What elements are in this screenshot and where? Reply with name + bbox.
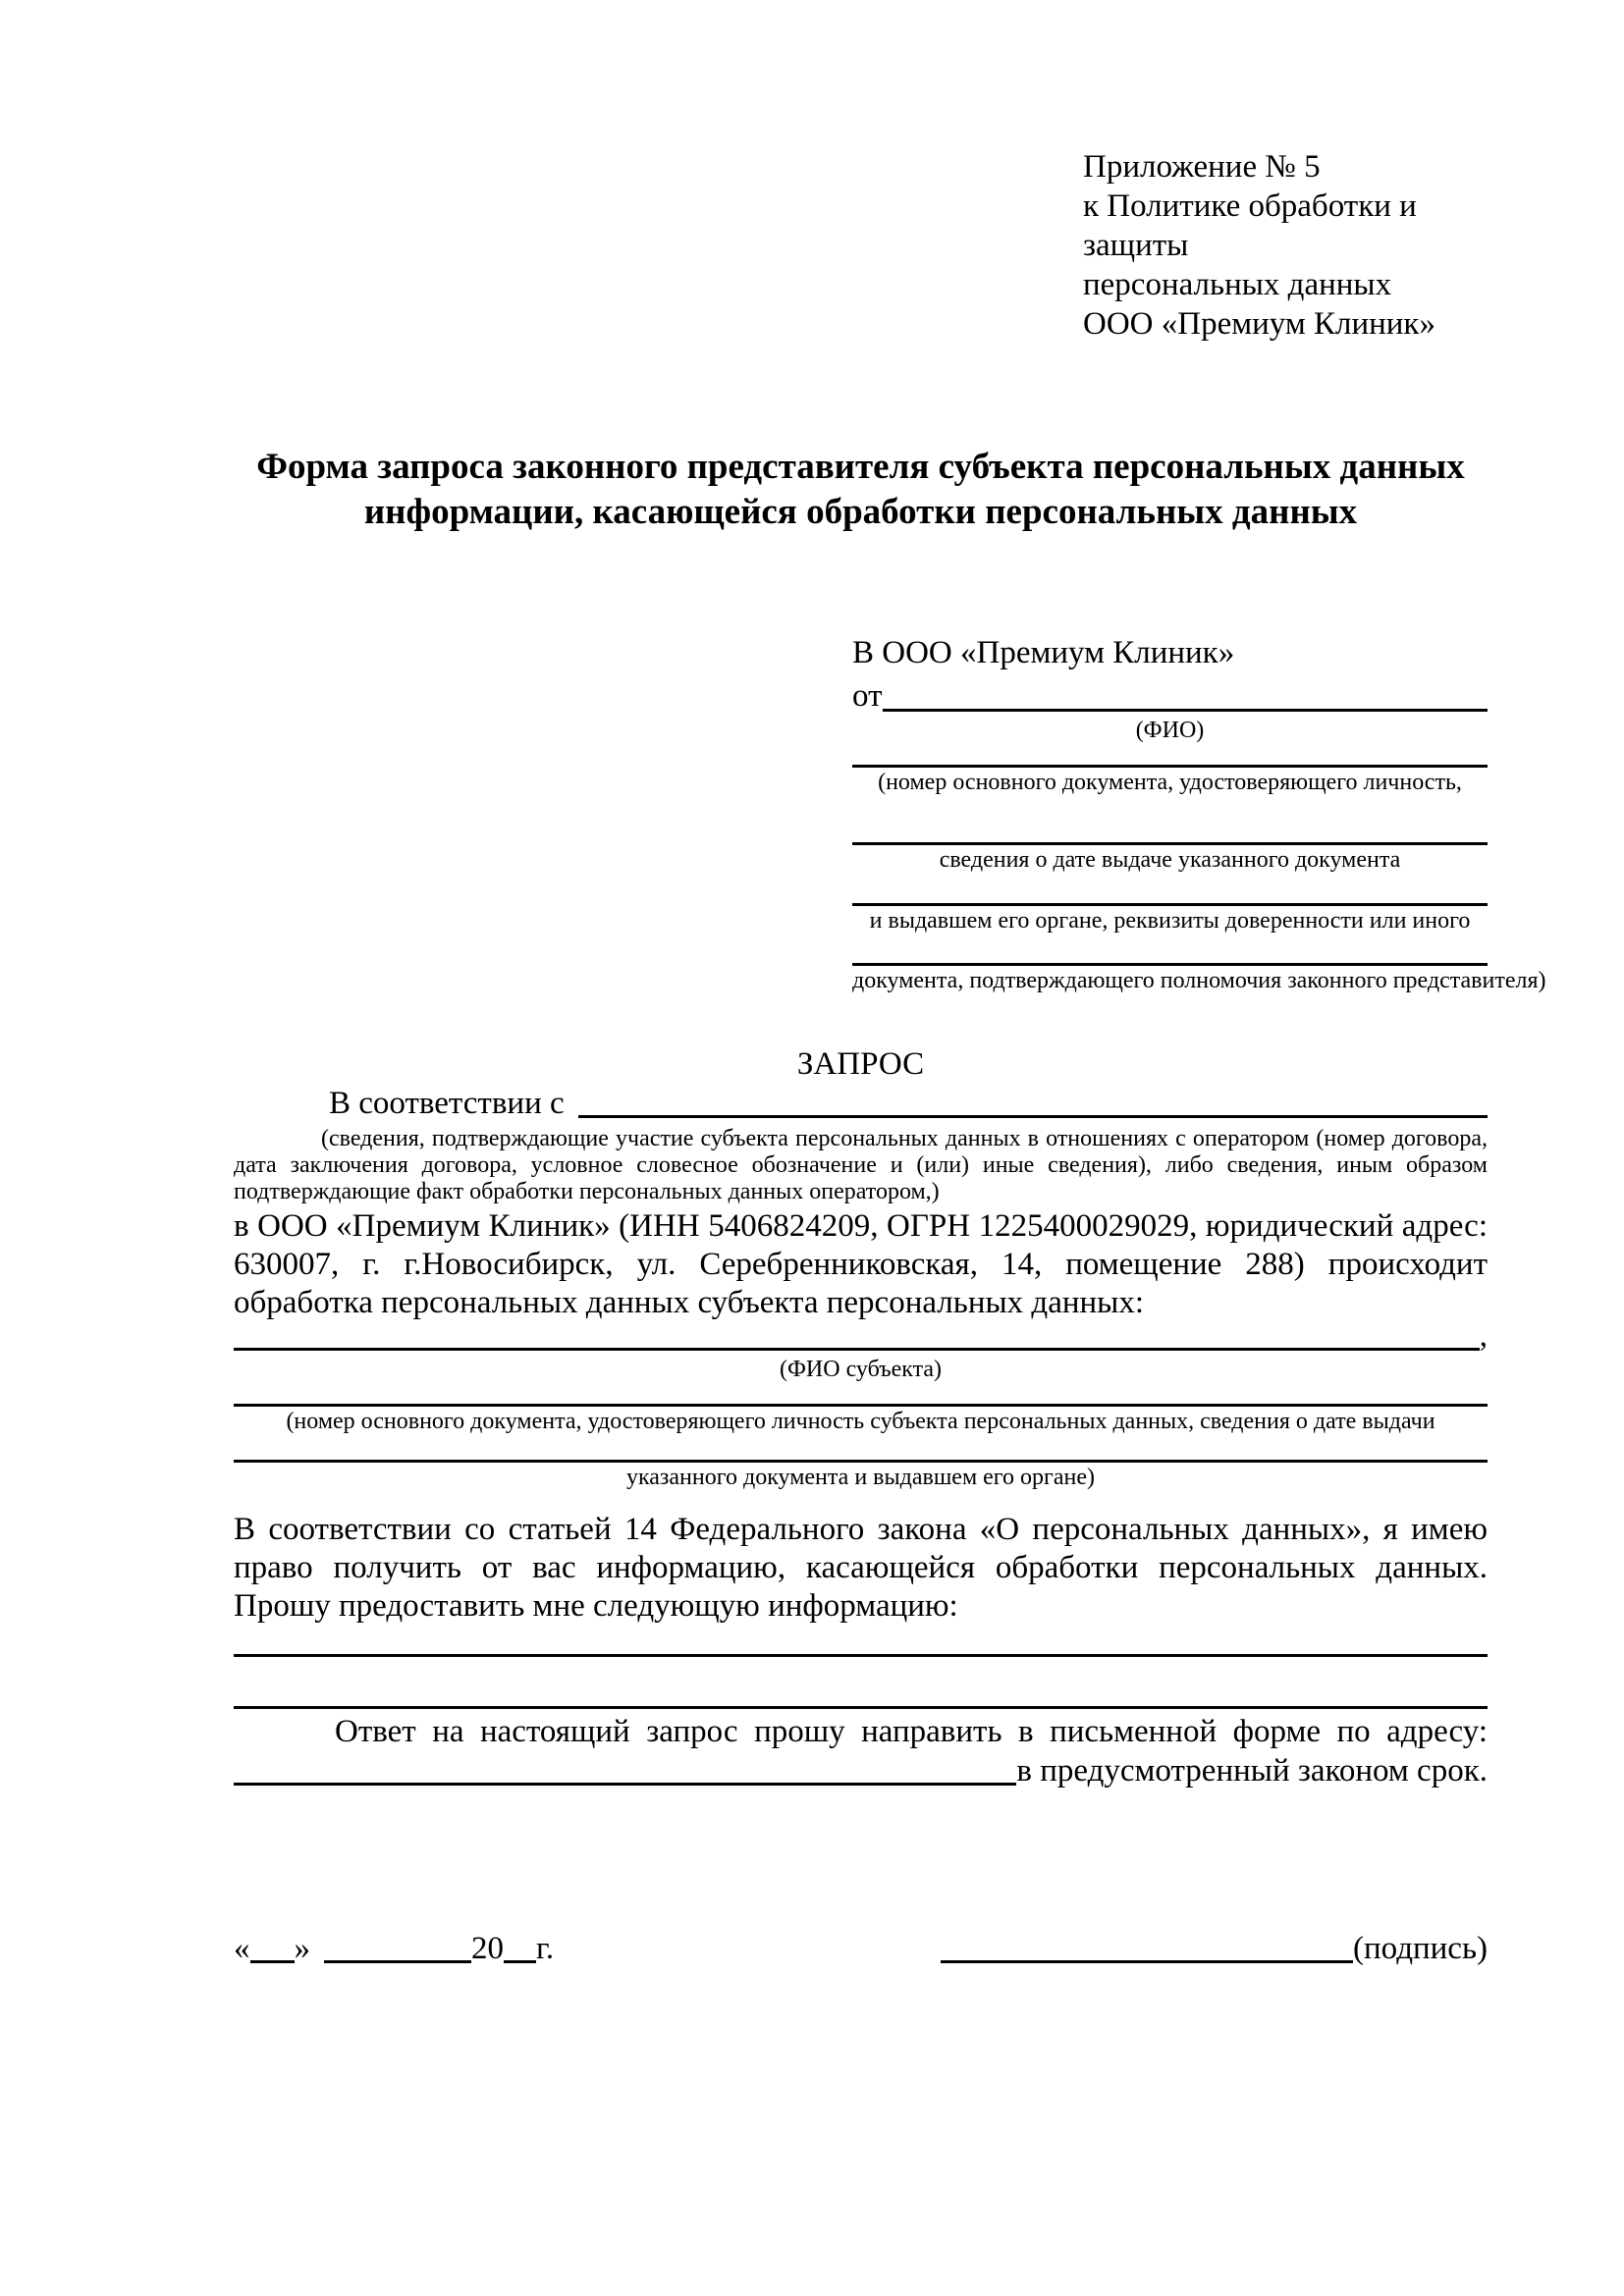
date-year-suffix: г.	[536, 1931, 555, 1966]
doc-field-3	[852, 874, 1488, 934]
operator-paragraph: в ООО «Премиум Клиник» (ИНН 5406824209, ОГРН 1225400029029, юридический адрес: 630007, г. г.Новосибирск, ул. Серебренниковская, 14, помещение 288) происходит обработка персональных данных субъекта персональных данных:	[234, 1208, 1488, 1320]
field-caption: сведения о дате выдаче указанного документа	[939, 847, 1401, 873]
subject-fio-blank-line	[234, 1348, 1480, 1351]
reply-tail: в предусмотренный законом срок.	[1016, 1753, 1488, 1789]
subject-doc-field-1	[234, 1383, 1488, 1435]
law-paragraph: В соответствии со статьей 14 Федерального закона «О персональных данных», я имею право получить от вас информацию, касающейся обработки персональных данных. Прошу предоставить мне следующую информацию:	[234, 1512, 1488, 1624]
signature-blank-line	[941, 1959, 1353, 1963]
accordance-blank-line	[578, 1115, 1488, 1118]
blank-line	[234, 1626, 1488, 1657]
form-title-line: Форма запроса законного представителя субъекта персональных данных	[256, 447, 1465, 487]
annex-line: персональных данных	[1083, 267, 1392, 302]
fio-caption: (ФИО)	[1135, 718, 1205, 743]
annex-line: ООО «Премиум Клиник»	[1083, 306, 1435, 342]
date-signature-row	[234, 1927, 1488, 1971]
blank-line	[852, 744, 1488, 768]
field-caption: (номер основного документа, удостоверяющего личность,	[878, 770, 1462, 795]
blank-line	[852, 874, 1488, 906]
blank-line	[234, 1657, 1488, 1709]
from-field	[852, 677, 1488, 716]
date-month-blank	[324, 1959, 471, 1963]
field-caption: документа, подтверждающего полномочия законного представителя)	[852, 968, 1546, 993]
subject-fio-caption: (ФИО субъекта)	[779, 1357, 943, 1382]
doc-field-4	[852, 934, 1546, 994]
blank-line	[852, 934, 1488, 966]
addressee-block	[852, 633, 1546, 994]
date-day-blank	[250, 1959, 295, 1963]
blank-line	[234, 1383, 1488, 1407]
request-heading: ЗАПРОС	[796, 1046, 925, 1082]
field-caption: указанного документа и выдавшем его органе)	[625, 1465, 1096, 1490]
reply-address-blank-line	[234, 1783, 1016, 1786]
from-blank-line	[883, 709, 1489, 712]
subject-doc-field-2	[234, 1435, 1488, 1491]
field-caption: (номер основного документа, удостоверяющего личность субъекта персональных данных, сведения о дате выдачи	[286, 1409, 1435, 1434]
doc-field-1	[852, 744, 1488, 796]
accordance-field	[234, 1084, 1488, 1122]
date-quote-open: «	[234, 1931, 250, 1966]
date-field	[234, 1927, 554, 1971]
reply-paragraph: Ответ на настоящий запрос прошу направить в письменной форме по адресу:	[335, 1714, 1488, 1749]
blank-line	[234, 1435, 1488, 1463]
document-content	[234, 0, 1546, 1971]
accordance-label: В соответствии с	[329, 1086, 565, 1121]
accordance-caption: (сведения, подтверждающие участие субъекта персональных данных в отношениях с оператором (номер договора, дата заключения договора, условное словесное обозначение и (или) иные сведения), либо сведения, иным образом подтверждающие факт обработки персональных данных оператором,)	[234, 1126, 1488, 1204]
annex-header	[1083, 147, 1488, 344]
addressee-org: В ООО «Премиум Клиник»	[852, 635, 1235, 670]
reply-address-field	[234, 1751, 1488, 1789]
annex-line: к Политике обработки и защиты	[1083, 188, 1417, 263]
date-quote-close: »	[294, 1931, 310, 1966]
form-title-line: информации, касающейся обработки персональных данных	[363, 492, 1358, 532]
blank-line	[852, 796, 1488, 845]
date-year-blank	[504, 1959, 536, 1963]
doc-field-2	[852, 796, 1488, 874]
field-caption: и выдавшем его органе, реквизиты доверенности или иного	[869, 908, 1471, 934]
signature-field	[941, 1927, 1488, 1971]
form-title	[234, 445, 1488, 535]
annex-line: Приложение № 5	[1083, 149, 1321, 185]
signature-caption: (подпись)	[1353, 1931, 1488, 1966]
date-year-prefix: 20	[471, 1931, 504, 1966]
subject-fio-comma: ,	[1479, 1318, 1488, 1354]
from-label: от	[852, 678, 883, 714]
